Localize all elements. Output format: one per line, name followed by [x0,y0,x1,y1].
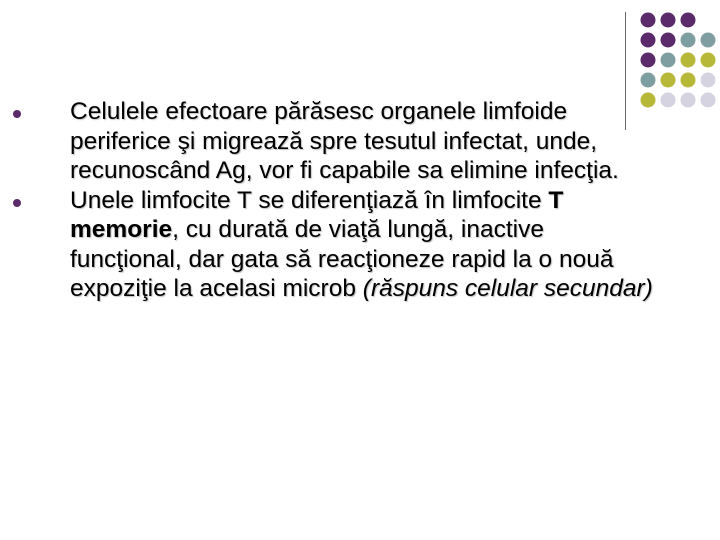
bullet-text-2 [70,187,653,303]
decorative-dot [661,93,676,108]
bullet-dot-icon [13,110,21,118]
bullet-item-2 [60,186,660,304]
decorative-dot [681,33,696,48]
decorative-dot [681,13,696,28]
decorative-dot [661,13,676,28]
decorative-dot [641,33,656,48]
decorative-dot [641,53,656,68]
bullet-2-bold-term: T memorie [70,186,564,243]
bullet-item-1 [60,97,660,186]
bullet-dot-icon [13,199,21,207]
decorative-dot [681,73,696,88]
decorative-dot [681,93,696,108]
decorative-dot [641,13,656,28]
bullet-text-1: Celulele efectoare părăsesc organele limfoide periferice şi migrează spre tesutul infectat, unde, recunoscând Ag, vor fi capabile sa elimine infecţia. [70,98,619,184]
decorative-dot [681,53,696,68]
bullet-2-italic-term: (răspuns celular secundar) [362,275,653,302]
slide-content [60,97,660,304]
decorative-dot [701,53,716,68]
decorative-dot [661,73,676,88]
bullet-2-text-start: Unele limfocite T se diferenţiază în limfocite [70,186,549,214]
decorative-dot [701,93,716,108]
decorative-dot [701,33,716,48]
decorative-dot [701,73,716,88]
decorative-dot [661,33,676,48]
bullet-2-text-middle: , cu durată de viaţă lungă, inactive funcţional, dar gata să reacţioneze rapid la o nouă expoziţie la acelasi microb [70,216,614,302]
decorative-dot [641,73,656,88]
decorative-dot [661,53,676,68]
